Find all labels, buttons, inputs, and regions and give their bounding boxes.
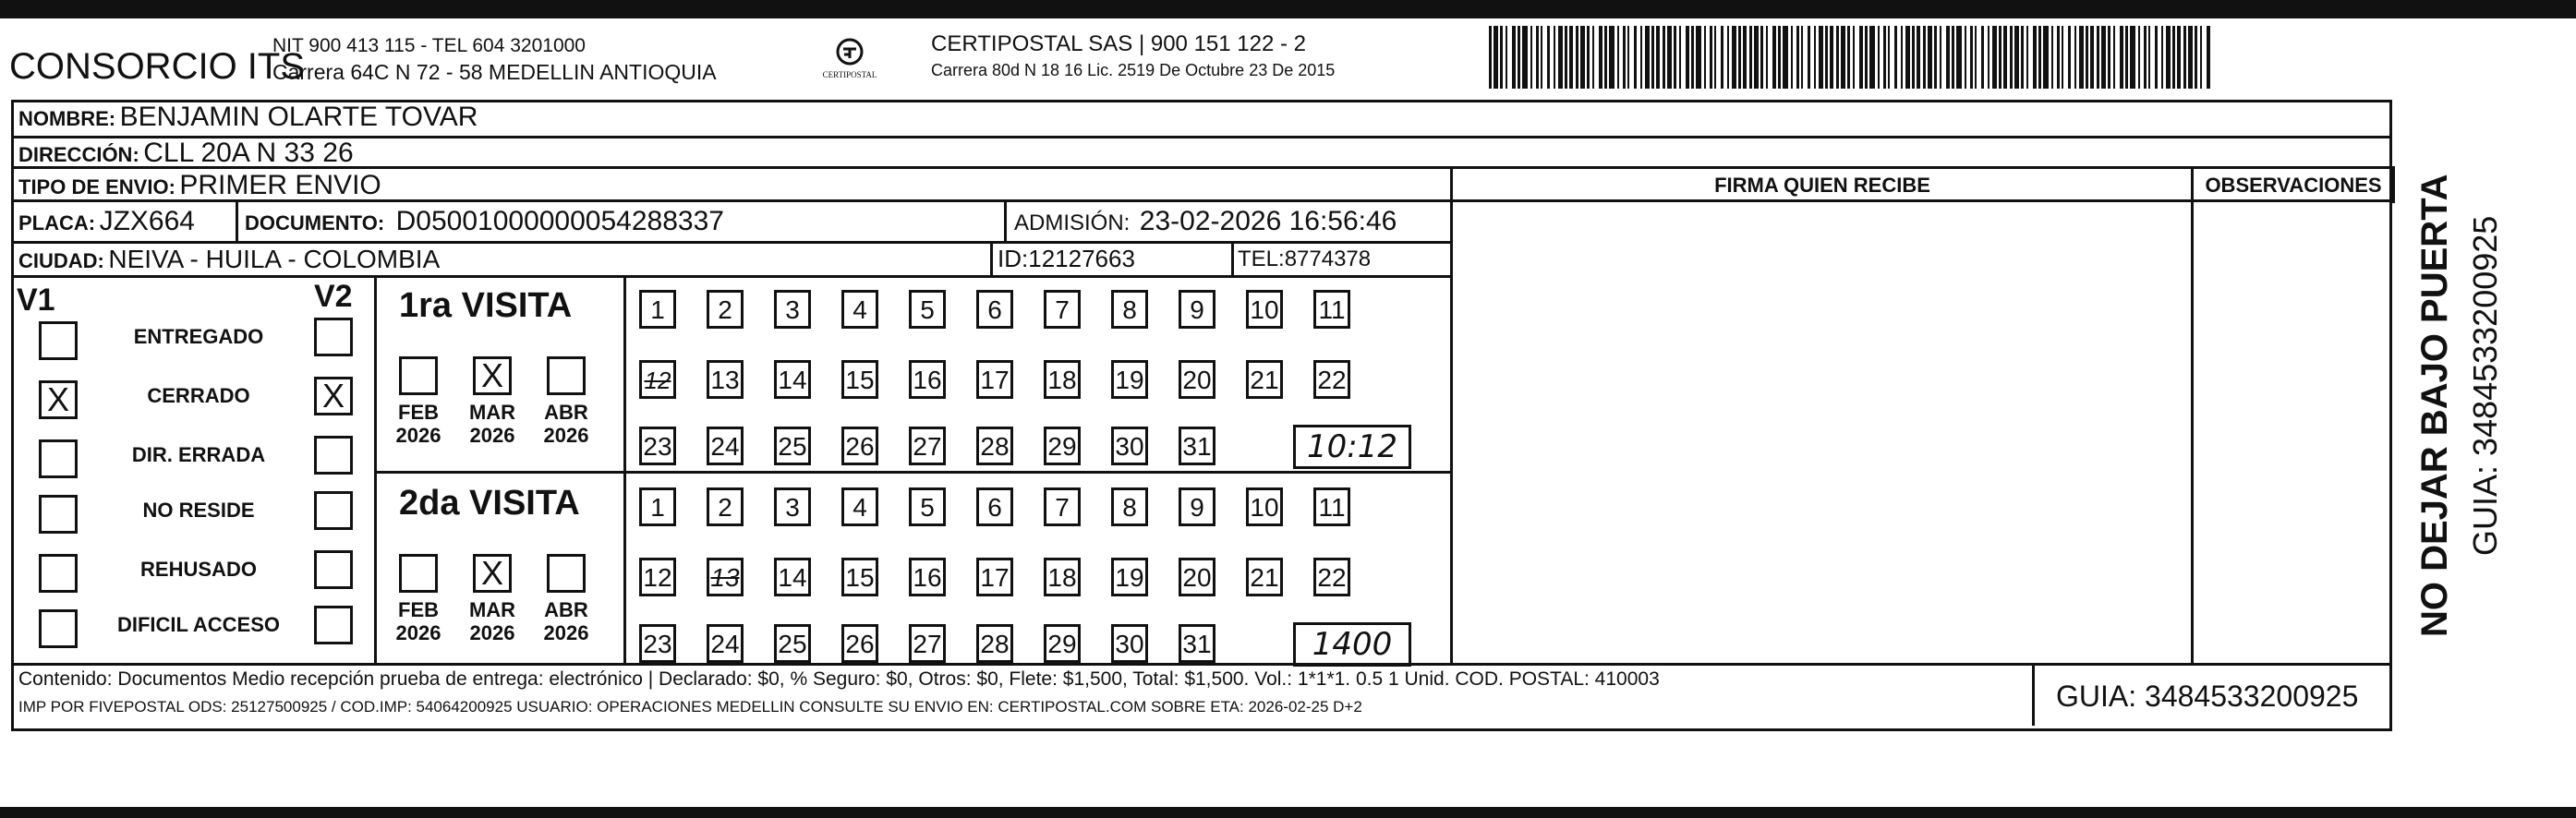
top-border: [0, 0, 2576, 18]
month-label: MAR: [468, 401, 516, 424]
dashed-mark: [2494, 6, 2576, 7]
barcode-bar: [1830, 26, 1833, 89]
day-box[interactable]: 4: [841, 487, 878, 526]
day-box[interactable]: 8: [1111, 290, 1148, 329]
footer-content: Contenido: Documentos Medio recepción prueba de entrega: electrónico | Declarado: $0, % Seguro: $0, Otros: $0, Flete: $1,500, Total: $1,500. Vol.: 1*1*1. 0.5 1 Unid. COD. POSTAL: 410003: [18, 668, 1660, 690]
barcode-bar: [1869, 26, 1875, 89]
barcode-bar: [1587, 26, 1590, 89]
barcode-bar: [1841, 26, 1845, 89]
barcode-bar: [1946, 26, 1950, 89]
barcode-bar: [1743, 26, 1747, 89]
status-label: DIFICIL ACCESO: [116, 613, 280, 636]
barcode-bar: [1554, 26, 1555, 89]
barcode-bar: [2166, 26, 2171, 89]
col-divider: [623, 275, 626, 663]
month-label: ABR: [544, 598, 588, 621]
certipostal-logo: [813, 33, 887, 89]
barcode-bar: [1917, 26, 1920, 89]
day-box[interactable]: 19: [1111, 360, 1148, 399]
day-box[interactable]: 2: [707, 487, 744, 526]
day-box[interactable]: 12: [639, 360, 676, 399]
v1-header: V1: [17, 283, 55, 318]
day-box[interactable]: 24: [707, 427, 744, 465]
barcode-bar: [1518, 26, 1520, 89]
col-divider: [1450, 166, 1453, 665]
month-checkbox[interactable]: [399, 356, 438, 395]
id-row: [998, 245, 1135, 273]
barcode-bar: [1558, 26, 1563, 89]
barcode-bar: [1808, 26, 1810, 89]
month-checkbox[interactable]: [547, 356, 586, 395]
recipient-name: BENJAMIN OLARTE TOVAR: [119, 102, 478, 132]
barcode-bar: [1691, 26, 1694, 89]
barcode-bar: [1494, 26, 1498, 89]
row-divider: [11, 241, 1452, 244]
barcode-bar: [1580, 26, 1585, 89]
day-box[interactable]: 26: [841, 624, 878, 663]
barcode-bar: [1656, 26, 1660, 89]
day-box[interactable]: 3: [774, 487, 811, 526]
barcode-bar: [1749, 26, 1752, 89]
barcode-bar: [1819, 26, 1823, 89]
barcode-bar: [1512, 26, 1516, 89]
day-box[interactable]: 21: [1246, 360, 1283, 399]
barcode-bar: [1796, 26, 1799, 89]
barcode-bar: [1522, 26, 1528, 89]
barcode-bar: [1778, 26, 1781, 89]
day-box[interactable]: 21: [1246, 558, 1283, 596]
observations-header: OBSERVACIONES: [2205, 174, 2382, 197]
barcode-bar: [1714, 26, 1716, 89]
barcode-bar: [1970, 26, 1973, 89]
day-box[interactable]: 8: [1111, 487, 1148, 526]
barcode-bar: [1940, 26, 1941, 89]
barcode-bar: [1992, 26, 1997, 89]
barcode-bar: [2148, 26, 2150, 89]
side-guia: GUIA: 3484533200925: [2466, 215, 2504, 556]
month-label: FEB: [398, 401, 439, 424]
company-nit: NIT 900 413 115 - TEL 604 3201000: [272, 35, 586, 56]
day-box[interactable]: 20: [1179, 558, 1215, 596]
day-box[interactable]: 30: [1111, 427, 1148, 465]
col-divider: [374, 275, 377, 663]
barcode-bar: [1894, 26, 1897, 89]
barcode-bar: [1732, 26, 1736, 89]
barcode-bar: [2195, 26, 2197, 89]
barcode-bar: [2177, 26, 2181, 89]
barcode-bar: [1772, 26, 1776, 89]
v1-checkbox[interactable]: X: [39, 380, 78, 419]
certipostal-name: CERTIPOSTAL SAS | 900 151 122 - 2: [931, 31, 1306, 56]
barcode-bar: [1609, 26, 1615, 89]
visit-time[interactable]: 1400: [1293, 622, 1411, 667]
barcode-bar: [2138, 26, 2140, 89]
barcode-bar: [2021, 26, 2024, 89]
v2-checkbox[interactable]: [314, 491, 353, 530]
barcode-bar: [2101, 26, 2106, 89]
barcode-bar: [1754, 26, 1759, 89]
row-divider: [11, 663, 2392, 666]
barcode-bar: [1956, 26, 1962, 89]
day-box[interactable]: 15: [841, 360, 878, 399]
v2-checkbox[interactable]: [314, 606, 353, 644]
month-label: FEB: [398, 598, 439, 621]
status-label: DIR. ERRADA: [131, 443, 266, 466]
day-box[interactable]: 15: [841, 558, 878, 596]
barcode-bar: [1640, 26, 1642, 89]
barcode-bar: [1853, 26, 1855, 89]
year-label: 2026: [469, 621, 515, 644]
barcode-bar: [1541, 26, 1542, 89]
day-box[interactable]: 5: [909, 290, 946, 329]
col-divider: [990, 241, 993, 275]
day-box[interactable]: 30: [1111, 624, 1148, 663]
row-divider: [11, 136, 2392, 138]
day-box[interactable]: 17: [976, 558, 1013, 596]
col-divider: [1004, 199, 1007, 241]
col-divider: [2032, 663, 2035, 726]
no-dejar-text: NO DEJAR BAJO PUERTA: [2414, 174, 2455, 637]
day-box[interactable]: 19: [1111, 558, 1148, 596]
v2-checkbox[interactable]: X: [314, 377, 353, 415]
barcode-bar: [2068, 26, 2071, 89]
company-address: Carrera 64C N 72 - 58 MEDELLIN ANTIOQUIA: [272, 60, 717, 84]
barcode-bar: [1576, 26, 1578, 89]
name-row: [18, 102, 478, 133]
barcode-bar: [1934, 26, 1937, 89]
month-checkbox[interactable]: [547, 554, 586, 593]
barcode-bar: [1847, 26, 1850, 89]
id-value: 12127663: [1028, 245, 1135, 272]
day-box[interactable]: 10: [1246, 290, 1283, 329]
month-label: ABR: [544, 401, 588, 424]
barcode-bar: [2144, 26, 2147, 89]
address-label: DIRECCIÓN:: [18, 143, 139, 166]
document-label: DOCUMENTO:: [245, 211, 385, 235]
barcode-bar: [2207, 26, 2210, 89]
barcode-bar: [1901, 26, 1903, 89]
barcode-bar: [1704, 26, 1706, 89]
send-type-label: TIPO DE ENVIO:: [18, 175, 175, 198]
name-label: NOMBRE:: [18, 107, 116, 130]
barcode-bar: [1623, 26, 1626, 89]
day-box[interactable]: 18: [1044, 360, 1081, 399]
barcode-bar: [2172, 26, 2175, 89]
year-label: 2026: [395, 424, 441, 447]
barcode-bar: [2155, 26, 2158, 89]
signature-header: FIRMA QUIEN RECIBE: [1714, 174, 1930, 197]
day-box[interactable]: 25: [774, 427, 811, 465]
barcode-bar: [2120, 26, 2123, 89]
day-box[interactable]: 16: [909, 558, 946, 596]
document-row: [245, 206, 724, 237]
barcode-bar: [2097, 26, 2099, 89]
admission-row: [1014, 206, 1397, 237]
barcode-bar: [2057, 26, 2060, 89]
visit-time[interactable]: 10:12: [1293, 425, 1411, 469]
barcode-bar: [1801, 26, 1803, 89]
document-number: D05001000000054288337: [395, 206, 724, 236]
admission-label: ADMISIÓN:: [1014, 211, 1131, 235]
day-box[interactable]: 5: [909, 487, 946, 526]
barcode-bar: [2183, 26, 2186, 89]
barcode-bar: [1981, 26, 1984, 89]
day-box[interactable]: 24: [707, 624, 744, 663]
day-box[interactable]: 25: [774, 624, 811, 663]
year-label: 2026: [543, 621, 589, 644]
day-box[interactable]: 9: [1179, 290, 1215, 329]
day-box[interactable]: 22: [1313, 360, 1350, 399]
barcode-bar: [1814, 26, 1816, 89]
id-label: ID:: [998, 245, 1029, 272]
barcode-bar: [1617, 26, 1619, 89]
barcode-bar: [2010, 26, 2013, 89]
day-box[interactable]: 22: [1313, 558, 1350, 596]
barcode-bar: [1783, 26, 1788, 89]
v2-checkbox[interactable]: [314, 436, 353, 475]
barcode-bar: [1663, 26, 1665, 89]
day-box[interactable]: 2: [707, 290, 744, 329]
barcode-bar: [1536, 26, 1539, 89]
barcode-bar: [2014, 26, 2019, 89]
day-box[interactable]: 13: [707, 558, 744, 596]
barcode-bar: [2003, 26, 2007, 89]
recipient-address: CLL 20A N 33 26: [143, 138, 354, 168]
day-box[interactable]: 1: [639, 487, 676, 526]
bottom-border: [0, 807, 2576, 818]
barcode-bar: [1592, 26, 1594, 89]
v2-checkbox[interactable]: [314, 550, 353, 589]
day-box[interactable]: 23: [639, 624, 676, 663]
day-box[interactable]: 13: [707, 360, 744, 399]
row-divider: [11, 275, 1452, 278]
day-box[interactable]: 27: [909, 624, 946, 663]
barcode-bar: [1865, 26, 1868, 89]
barcode-bar: [1489, 26, 1492, 89]
barcode-bar: [2062, 26, 2063, 89]
barcode-bar: [1506, 26, 1507, 89]
day-box[interactable]: 28: [976, 624, 1013, 663]
day-box[interactable]: 18: [1044, 558, 1081, 596]
barcode: [1489, 26, 2219, 89]
certipostal-address: Carrera 80d N 18 16 Lic. 2519 De Octubre 23 De 2015: [931, 61, 1336, 79]
day-box[interactable]: 6: [976, 290, 1013, 329]
day-box[interactable]: 28: [976, 427, 1013, 465]
barcode-bar: [2051, 26, 2053, 89]
barcode-bar: [2113, 26, 2115, 89]
visit-title: 2da VISITA: [399, 484, 580, 523]
logo-text: CERTIPOSTAL: [822, 70, 877, 79]
col-divider: [2191, 166, 2194, 665]
barcode-bar: [1859, 26, 1863, 89]
status-label: CERRADO: [147, 384, 250, 407]
month-checkbox[interactable]: X: [473, 356, 512, 395]
day-box[interactable]: 7: [1044, 487, 1081, 526]
month-checkbox[interactable]: [399, 554, 438, 593]
day-box[interactable]: 29: [1044, 624, 1081, 663]
barcode-bar: [2090, 26, 2094, 89]
year-label: 2026: [543, 424, 589, 447]
barcode-bar: [2043, 26, 2049, 89]
v2-header: V2: [314, 279, 353, 314]
barcode-bar: [2026, 26, 2028, 89]
day-box[interactable]: 27: [909, 427, 946, 465]
day-box[interactable]: 23: [639, 427, 676, 465]
day-box[interactable]: 31: [1179, 427, 1215, 465]
v1-checkbox[interactable]: [39, 609, 78, 648]
admission-date: 23-02-2026 16:56:46: [1139, 206, 1397, 236]
v1-checkbox[interactable]: [39, 554, 78, 593]
barcode-bar: [1627, 26, 1629, 89]
day-box[interactable]: 10: [1246, 487, 1283, 526]
barcode-bar: [1883, 26, 1886, 89]
city-label: CIUDAD:: [18, 249, 104, 272]
barcode-bar: [1878, 26, 1880, 89]
barcode-bar: [1674, 26, 1676, 89]
barcode-bar: [1569, 26, 1573, 89]
city-row: [18, 245, 440, 274]
day-box[interactable]: 12: [639, 558, 676, 596]
barcode-bar: [2074, 26, 2076, 89]
barcode-bar: [1686, 26, 1689, 89]
barcode-bar: [1599, 26, 1602, 89]
barcode-bar: [1905, 26, 1910, 89]
barcode-bar: [1645, 26, 1650, 89]
barcode-bar: [1836, 26, 1839, 89]
day-box[interactable]: 17: [976, 360, 1013, 399]
barcode-bar: [1766, 26, 1768, 89]
status-label: ENTREGADO: [133, 325, 264, 348]
barcode-bar: [1500, 26, 1503, 89]
day-box[interactable]: 3: [774, 290, 811, 329]
barcode-bar: [1667, 26, 1672, 89]
tel-value: 8774378: [1284, 247, 1372, 271]
row-divider: [1453, 199, 2395, 202]
barcode-bar: [2125, 26, 2128, 89]
v1-checkbox[interactable]: [39, 321, 78, 360]
month-label: MAR: [468, 598, 516, 621]
barcode-bar: [1999, 26, 2002, 89]
barcode-bar: [2033, 26, 2037, 89]
barcode-bar: [1710, 26, 1712, 89]
plate: JZX664: [99, 206, 195, 236]
barcode-bar: [2200, 26, 2202, 89]
tel-label: TEL:: [1238, 247, 1285, 271]
barcode-bar: [1952, 26, 1954, 89]
barcode-bar: [1928, 26, 1932, 89]
barcode-bar: [1965, 26, 1966, 89]
day-box[interactable]: 31: [1179, 624, 1215, 663]
barcode-bar: [1547, 26, 1550, 89]
v2-checkbox[interactable]: [314, 318, 353, 356]
barcode-bar: [1975, 26, 1977, 89]
day-box[interactable]: 9: [1179, 487, 1215, 526]
visit-title: 1ra VISITA: [399, 286, 573, 325]
day-box[interactable]: 16: [909, 360, 946, 399]
barcode-bar: [1696, 26, 1701, 89]
day-box[interactable]: 20: [1179, 360, 1215, 399]
year-label: 2026: [469, 424, 515, 447]
barcode-bar: [1651, 26, 1654, 89]
year-label: 2026: [395, 621, 441, 644]
barcode-bar: [2038, 26, 2041, 89]
barcode-bar: [2086, 26, 2088, 89]
barcode-bar: [1988, 26, 1989, 89]
barcode-bar: [1825, 26, 1828, 89]
tel-row: [1238, 247, 1371, 272]
barcode-bar: [1912, 26, 1915, 89]
footer-imp: IMP POR FIVEPOSTAL ODS: 25127500925 / COD.IMP: 54064200925 USUARIO: OPERACIONES MEDELLIN CONSULTE SU ENVIO EN: CERTIPOSTAL.COM SOBRE ETA: 2026-02-25 D+2: [18, 698, 1362, 716]
barcode-bar: [2161, 26, 2163, 89]
row-divider: [374, 471, 1452, 474]
barcode-bar: [2130, 26, 2135, 89]
barcode-bar: [1760, 26, 1763, 89]
plate-label: PLACA:: [18, 211, 96, 235]
company-name: CONSORCIO ITS: [9, 46, 306, 87]
barcode-bar: [2188, 26, 2193, 89]
barcode-bar: [1634, 26, 1637, 89]
day-box[interactable]: 1: [639, 290, 676, 329]
footer-guia: GUIA: 3484533200925: [2056, 680, 2359, 713]
status-label: NO RESIDE: [142, 499, 255, 522]
day-box[interactable]: 11: [1313, 290, 1350, 329]
plate-row: [18, 206, 195, 237]
day-box[interactable]: 26: [841, 427, 878, 465]
barcode-bar: [1923, 26, 1926, 89]
send-type-row: [18, 170, 381, 201]
col-divider: [236, 199, 238, 241]
status-label: REHUSADO: [140, 558, 257, 581]
send-type: PRIMER ENVIO: [179, 170, 381, 200]
row-divider: [11, 166, 2392, 169]
barcode-bar: [1530, 26, 1532, 89]
address-row: [18, 138, 354, 169]
v1-checkbox[interactable]: [39, 495, 78, 534]
day-box[interactable]: 14: [774, 360, 811, 399]
barcode-bar: [2108, 26, 2110, 89]
day-box[interactable]: 6: [976, 487, 1013, 526]
barcode-bar: [1738, 26, 1741, 89]
city: NEIVA - HUILA - COLOMBIA: [108, 245, 441, 273]
day-box[interactable]: 29: [1044, 427, 1081, 465]
barcode-bar: [2079, 26, 2084, 89]
barcode-bar: [1888, 26, 1890, 89]
day-box[interactable]: 14: [774, 558, 811, 596]
barcode-bar: [1604, 26, 1607, 89]
v1-checkbox[interactable]: [39, 439, 78, 478]
month-checkbox[interactable]: X: [473, 554, 512, 593]
barcode-bar: [1721, 26, 1723, 89]
day-box[interactable]: 4: [841, 290, 878, 329]
barcode-bar: [1727, 26, 1729, 89]
barcode-bar: [1791, 26, 1793, 89]
col-divider: [1231, 241, 1234, 275]
day-box[interactable]: 11: [1313, 487, 1350, 526]
barcode-bar: [1565, 26, 1567, 89]
barcode-bar: [1679, 26, 1681, 89]
day-box[interactable]: 7: [1044, 290, 1081, 329]
